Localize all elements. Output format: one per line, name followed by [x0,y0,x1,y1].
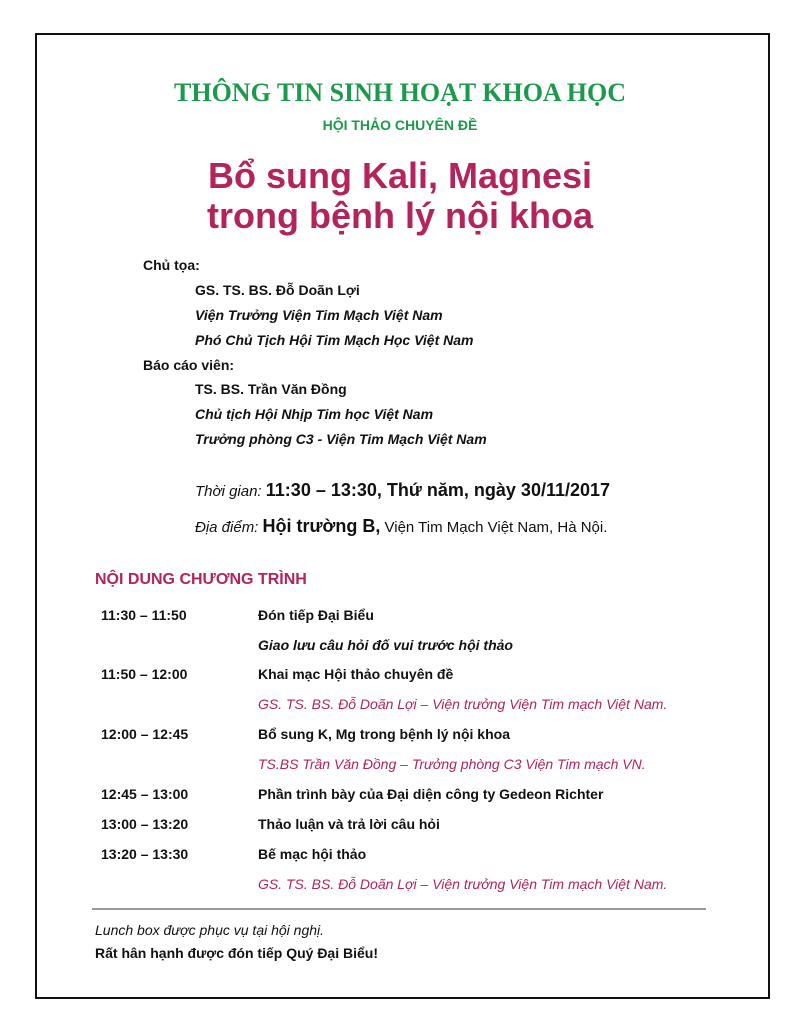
program-speaker: TS.BS Trần Văn Đồng – Trưởng phòng C3 Viện Tim mạch VN. [258,756,646,772]
main-heading: THÔNG TIN SINH HOẠT KHOA HỌC [174,78,626,107]
speaker-name: TS. BS. Trần Văn Đồng [195,381,347,397]
program-time: 13:20 – 13:30 [101,846,189,862]
program-time: 11:30 – 11:50 [101,607,187,623]
chair-name: GS. TS. BS. Đỗ Doãn Lợi [195,282,360,298]
venue-value: Hội trường B, [262,516,381,536]
divider-line [92,908,706,910]
program-activity: Khai mạc Hội thảo chuyên đề [258,666,454,682]
lunch-note: Lunch box được phục vụ tại hội nghị. [95,922,325,938]
program-time: 13:00 – 13:20 [101,816,189,832]
topic-title-line-1: Bổ sung Kali, Magnesi [207,155,593,196]
sub-heading: HỘI THẢO CHUYÊN ĐỀ [322,117,478,133]
program-time: 11:50 – 12:00 [101,666,188,682]
program-activity: Giao lưu câu hỏi đố vui trước hội thảo [258,637,513,653]
program-heading: NỘI DUNG CHƯƠNG TRÌNH [95,571,307,588]
venue-label: Địa điểm: [195,519,263,536]
program-activity: Phần trình bày của Đại diện công ty Gedeon Richter [258,786,604,802]
event-venue [195,516,607,537]
program-speaker: GS. TS. BS. Đỗ Doãn Lợi – Viện trưởng Viện Tim mạch Việt Nam. [258,696,668,712]
welcome-message: Rất hân hạnh được đón tiếp Quý Đại Biểu! [95,945,378,961]
chair-label: Chủ tọa: [143,257,200,273]
time-label: Thời gian: [195,483,266,500]
speaker-role-2: Trưởng phòng C3 - Viện Tim Mạch Việt Nam [195,431,487,447]
event-time [195,480,610,501]
chair-role-1: Viện Trưởng Viện Tim Mạch Việt Nam [195,307,443,323]
program-time: 12:45 – 13:00 [101,786,189,802]
program-activity: Bổ sung K, Mg trong bệnh lý nội khoa [258,726,510,742]
program-activity: Bế mạc hội thảo [258,846,367,862]
speaker-label: Báo cáo viên: [143,357,235,373]
speaker-role-1: Chủ tịch Hội Nhịp Tim học Việt Nam [195,406,434,422]
program-activity: Thảo luận và trả lời câu hỏi [258,816,440,832]
chair-role-2: Phó Chủ Tịch Hội Tim Mạch Học Việt Nam [195,332,474,348]
venue-rest: Viện Tim Mạch Việt Nam, Hà Nội. [380,519,608,536]
program-time: 12:00 – 12:45 [101,726,189,742]
topic-title-line-2: trong bệnh lý nội khoa [207,195,593,236]
time-value: 11:30 – 13:30, Thứ năm, ngày 30/11/2017 [265,480,611,500]
program-speaker: GS. TS. BS. Đỗ Doãn Lợi – Viện trưởng Viện Tim mạch Việt Nam. [258,876,668,892]
program-activity: Đón tiếp Đại Biểu [258,607,374,623]
